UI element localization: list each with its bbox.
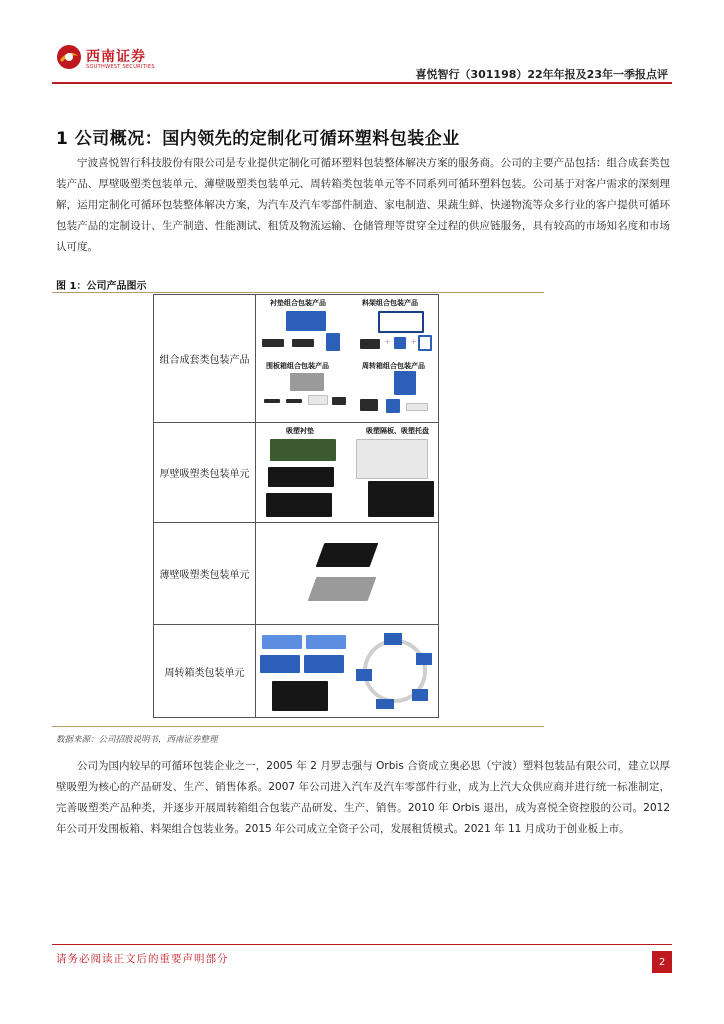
intro-paragraph: 宁波喜悦智行科技股份有限公司是专业提供定制化可循环塑料包装整体解决方案的服务商。公司的主要产品包括：组合成套类包装产品、厚壁吸塑类包装单元、薄壁吸塑类包装单元、周转箱类包装单元等不同系列可循环塑料包装。公司基于对客户需求的深刻理解，运用定制化可循环包装整体解决方案，为汽车及汽车零部件制造、家电制造、果蔬生鲜、快递物流等众多行业的客户提供可循环包装产品的定制设计、生产制造、性能测试、租赁及物流运输、仓储管理等贯穿全过程的供应链服务，具有较高的市场知名度和市场认可度。 (56, 157, 670, 253)
subcategory-caption: 料架组合包装产品 (362, 299, 418, 307)
disclaimer-notice: 请务必阅读正文后的重要声明部分 (56, 953, 229, 965)
figure-row (154, 295, 438, 423)
product-image (308, 395, 328, 405)
product-images (256, 523, 438, 624)
product-image (418, 335, 432, 351)
product-image (316, 543, 379, 567)
figure-source: 数据来源：公司招股说明书，西南证券整理 (56, 735, 218, 745)
report-title: 喜悦智行（301198）22年年报及23年一季报点评 (415, 68, 668, 81)
figure-top-rule (52, 292, 544, 293)
product-image (266, 493, 332, 517)
product-image (304, 655, 344, 673)
product-image (260, 655, 300, 673)
product-image (378, 311, 424, 333)
product-image (326, 333, 340, 351)
product-image (286, 311, 326, 331)
product-image (272, 681, 328, 711)
product-image (406, 403, 428, 411)
company-logo-icon (56, 44, 82, 70)
product-image (268, 467, 334, 487)
product-image (332, 397, 346, 405)
figure-label: 图 1：公司产品图示 (56, 281, 147, 292)
logo-subtext: SOUTHWEST SECURITIES (86, 64, 155, 70)
product-images (256, 423, 438, 522)
figure-row (154, 625, 438, 717)
product-image (262, 339, 284, 347)
row-label: 厚壁吸塑类包装单元 (154, 423, 256, 522)
product-image (270, 439, 336, 461)
figure-row (154, 423, 438, 523)
product-image (360, 399, 378, 411)
row-label: 组合成套类包装产品 (154, 295, 256, 422)
product-image (264, 399, 280, 403)
product-image (356, 439, 428, 479)
history-paragraph: 公司为国内较早的可循环包装企业之一，2005 年 2 月罗志强与 Orbis 合资成立奥必思（宁波）塑料包装品有限公司，建立以厚壁吸塑为核心的产品研发、生产、销售体系。2007 年公司进入汽车及汽车零部件行业，成为上汽大众供应商并进行统一标准制定，完善吸塑类产品种类，并逐步开展周转箱组合包装产品研发、生产、销售。2010 年 Orbis 退出，成为喜悦全资控股的公司。2012 年公司开发围板箱、料架组合包装业务。2015 年公司成立全资子公司，发展租赁模式。2021 年 11 月成功于创业板上市。 (56, 760, 670, 835)
product-image (308, 577, 377, 601)
figure-row (154, 523, 438, 625)
subcategory-caption: 围板箱组合包装产品 (266, 362, 329, 370)
page-number: 2 (652, 951, 672, 973)
row-label: 周转箱类包装单元 (154, 625, 256, 717)
product-image (360, 339, 380, 349)
product-images: 衬垫组合包装产品 料架组合包装产品 + + 围板箱组合包装产品 周转箱组合包装产品 (256, 295, 438, 422)
circulation-cycle-icon (354, 629, 436, 713)
header-divider (52, 82, 672, 84)
product-figure-table (153, 294, 439, 718)
subcategory-caption: 周转箱组合包装产品 (362, 362, 425, 370)
product-image (290, 373, 324, 391)
product-image (394, 337, 406, 349)
logo-text: 西南证券 (86, 49, 146, 65)
subcategory-caption: 衬垫组合包装产品 (270, 299, 326, 307)
product-image (306, 635, 346, 649)
product-image (394, 371, 416, 395)
subcategory-caption: 吸塑衬垫 (286, 427, 314, 435)
product-image (286, 399, 302, 403)
subcategory-caption: 吸塑隔板、吸塑托盘 (366, 427, 429, 435)
footer-divider (52, 944, 672, 945)
product-images (256, 625, 438, 717)
figure-bottom-rule (52, 726, 544, 727)
product-image (292, 339, 314, 347)
section-title: 1 公司概况：国内领先的定制化可循环塑料包装企业 (56, 129, 460, 149)
product-image (368, 481, 434, 517)
product-image (262, 635, 302, 649)
row-label: 薄壁吸塑类包装单元 (154, 523, 256, 624)
product-image (386, 399, 400, 413)
